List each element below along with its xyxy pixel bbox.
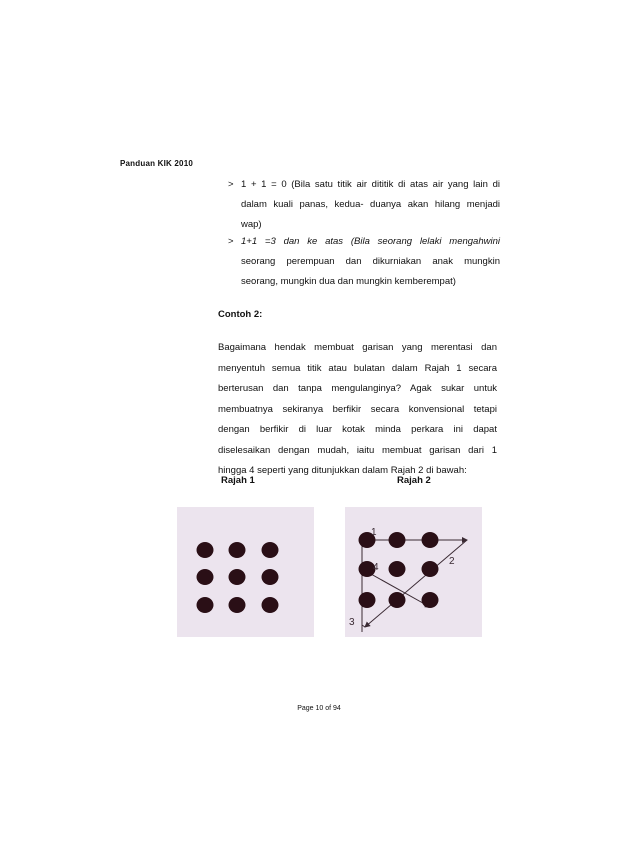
bullet-item-2 — [228, 232, 500, 292]
dot — [262, 542, 279, 558]
dot — [197, 569, 214, 585]
figure-1-label: Rajah 1 — [221, 475, 255, 486]
line-number-2: 2 — [449, 556, 455, 567]
paragraph-line: hingga 4 seperti yang ditunjukkan dalam Rajah 2 di bawah: — [218, 465, 467, 476]
paragraph-line: Bagaimana hendak membuat garisan yang merentasi dan — [218, 342, 497, 353]
figure-2-dot-grid-solution — [345, 507, 482, 637]
dot — [229, 569, 246, 585]
paragraph-line: diselesaikan dengan mudah, iaitu membuat garisan dari 1 — [218, 444, 497, 456]
dot — [422, 592, 439, 608]
line-number-3: 3 — [349, 617, 355, 628]
line-number-1: 1 — [371, 527, 377, 538]
dot — [197, 542, 214, 558]
line-number-4: 4 — [373, 562, 379, 573]
dot — [422, 532, 439, 548]
dot — [262, 597, 279, 613]
paragraph-line: membuatnya sekiranya berfikir secara konvensional tetapi — [218, 403, 497, 415]
dot — [359, 592, 376, 608]
dot — [262, 569, 279, 585]
bullet-2-line-2: seorang perempuan dan dikurniakan anak mungkin — [241, 256, 500, 267]
dot — [389, 532, 406, 548]
page-header: Panduan KIK 2010 — [120, 159, 194, 168]
dot — [229, 542, 246, 558]
figure-2-label: Rajah 2 — [397, 475, 431, 486]
figure-1-background — [177, 507, 314, 637]
dot — [389, 592, 406, 608]
paragraph-line: menyentuh semua titik atau bulatan dalam Rajah 1 secara — [218, 362, 497, 374]
dot — [389, 561, 406, 577]
dot — [229, 597, 246, 613]
paragraph-line: berterusan dan tanpa mengulanginya? Agak sukar untuk — [218, 383, 497, 394]
dot — [197, 597, 214, 613]
bullet-1-line-2: dalam kuali panas, kedua- duanya akan hilang menjadi — [241, 199, 500, 210]
bullet-2-line-1: 1+1 =3 dan ke atas (Bila seorang lelaki mengahwini — [241, 236, 500, 247]
bullet-2-line-3: seorang, mungkin dua dan mungkin kemberempat) — [241, 276, 456, 287]
figure-1-dot-grid — [177, 507, 314, 637]
paragraph-line: dengan berfikir di luar kotak minda perkara ini dapat — [218, 424, 497, 435]
bullet-marker: > — [228, 236, 234, 247]
bullet-1-line-3: wap) — [241, 219, 262, 230]
bullet-item-1 — [228, 175, 500, 235]
body-paragraph — [218, 338, 497, 482]
section-heading: Contoh 2: — [218, 309, 263, 320]
bullet-1-line-1: 1 + 1 = 0 (Bila satu titik air dititik di atas air yang lain di — [241, 179, 500, 190]
dot — [422, 561, 439, 577]
bullet-marker: > — [228, 179, 234, 190]
page-footer: Page 10 of 94 — [297, 705, 341, 712]
